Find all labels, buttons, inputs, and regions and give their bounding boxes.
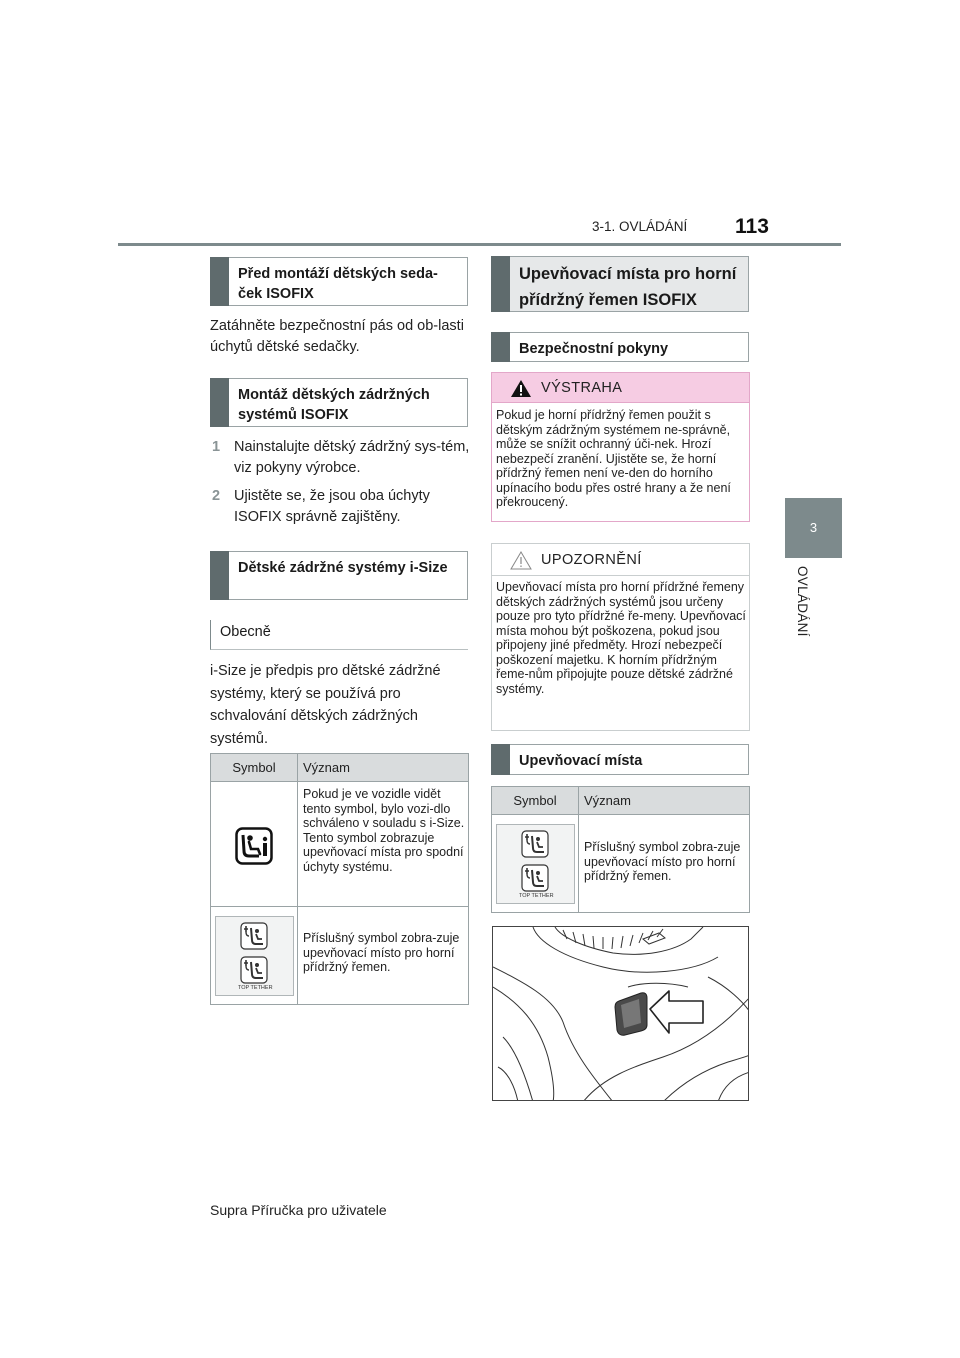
notice-box	[491, 543, 750, 731]
top-tether-caption: TOP TETHER	[238, 985, 273, 991]
section-label: 3-1. OVLÁDÁNÍ	[592, 219, 688, 234]
trunk-line-drawing	[493, 927, 749, 1101]
paragraph-belt: Zatáhněte bezpečnostní pás od ob-lasti úchytů dětské sedačky.	[210, 318, 464, 355]
heading-mounting	[210, 378, 468, 427]
table-header-symbol: Symbol	[211, 754, 297, 781]
symbol-table-anchor	[491, 786, 750, 913]
heading-text: Před montáží dětských seda-ček ISOFIX	[238, 266, 438, 302]
notice-text: Upevňovací místa pro horní přídržné řemeny dětských zádržných systémů jsou určeny pouze pro tyto přídržné ře-meny. Upevňovací místa mohou být poškozena, pokud jsou připojeny jiné předměty. Hrozí nebezpečí poškození majetku. K horním přídržným řeme-nům připojujte pouze dětské zádržné systémy.	[496, 580, 746, 696]
table-cell-meaning: Příslušný symbol zobra-zuje upevňovací místo pro horní přídržný řemen.	[303, 931, 460, 974]
heading-bar	[210, 551, 229, 600]
top-tether-icon	[215, 916, 294, 996]
header-divider	[118, 243, 841, 246]
top-tether-icon	[496, 824, 575, 904]
heading-anchor-points	[491, 744, 749, 775]
step-2	[212, 486, 474, 530]
step-1	[212, 437, 474, 481]
heading-text: Upevňovací místa pro horní přídržný řemen ISOFIX	[519, 265, 737, 309]
tether-seat-icon	[240, 956, 268, 984]
table-divider	[492, 814, 749, 815]
table-cell-meaning: Příslušný symbol zobra-zuje upevňovací místo pro horní přídržný řemen.	[584, 840, 741, 883]
chapter-title-text: OVLÁDÁNÍ	[795, 566, 810, 637]
step-text: Nainstalujte dětský zádržný sys-tém, viz pokyny výrobce.	[234, 439, 470, 476]
warning-box	[491, 372, 750, 522]
warning-triangle-icon	[510, 379, 532, 398]
table-header-meaning: Význam	[297, 754, 468, 781]
heading-bar	[491, 332, 510, 362]
footer-manual-title: Supra Příručka pro uživatele	[210, 1202, 387, 1218]
paragraph-isize: i-Size je předpis pro dětské zádržné systémy, který se používá pro schvalování dětských zádržných systémů.	[210, 663, 441, 747]
page-number: 113	[735, 215, 769, 238]
warning-header	[492, 373, 749, 403]
heading-safety	[491, 332, 749, 362]
table-divider	[211, 906, 468, 907]
heading-bar	[210, 378, 229, 427]
notice-header	[492, 544, 749, 576]
table-divider	[211, 781, 468, 782]
tether-seat-icon	[521, 830, 549, 858]
table-header-symbol: Symbol	[492, 787, 578, 814]
heading-text: Bezpečnostní pokyny	[519, 341, 669, 357]
step-number: 1	[212, 439, 221, 455]
subheading-general	[210, 620, 468, 650]
warning-text: Pokud je horní přídržný řemen použit s dětským zádržným systémem ne-správně, může se snížit ochranný úči-nek. Hrozí nebezpečí zranění. Ujistěte se, že horní přídržný řemen není ve-den do horního upínacího bodu přes ostré hrany a že není překroucený.	[496, 408, 731, 509]
heading-before-mounting	[210, 257, 468, 306]
heading-bar	[491, 256, 510, 312]
tether-seat-icon	[521, 864, 549, 892]
trunk-anchor-illustration	[492, 926, 749, 1101]
heading-text: Upevňovací místa	[519, 753, 643, 769]
symbol-table-isize	[210, 753, 469, 1005]
table-divider	[297, 754, 298, 1004]
top-tether-caption: TOP TETHER	[519, 893, 554, 899]
chapter-tab-number: 3	[785, 498, 842, 558]
heading-bar	[210, 257, 229, 306]
subheading-text: Obecně	[220, 624, 271, 640]
tether-seat-icon	[240, 922, 268, 950]
table-header-meaning: Význam	[578, 787, 749, 814]
heading-top-tether	[491, 256, 749, 312]
heading-text: Dětské zádržné systémy i-Size	[238, 560, 448, 576]
heading-bar	[491, 744, 510, 775]
warning-title: VÝSTRAHA	[541, 380, 623, 396]
table-divider	[578, 787, 579, 912]
heading-text: Montáž dětských zádržných systémů ISOFIX	[238, 387, 430, 423]
notice-title: UPOZORNĚNÍ	[541, 552, 642, 568]
heading-isize	[210, 551, 468, 600]
step-number: 2	[212, 488, 221, 504]
table-cell-meaning: Pokud je ve vozidle vidět tento symbol, bylo vozi-dlo schváleno v souladu s i-Size. Tento symbol zobrazuje upevňovací místa pro spodní úchyty systému.	[303, 787, 465, 874]
chapter-tab-title	[788, 566, 818, 676]
step-text: Ujistěte se, že jsou oba úchyty ISOFIX správně zajištěny.	[234, 488, 430, 525]
caution-triangle-icon	[510, 551, 532, 570]
isize-seat-icon	[235, 827, 273, 865]
